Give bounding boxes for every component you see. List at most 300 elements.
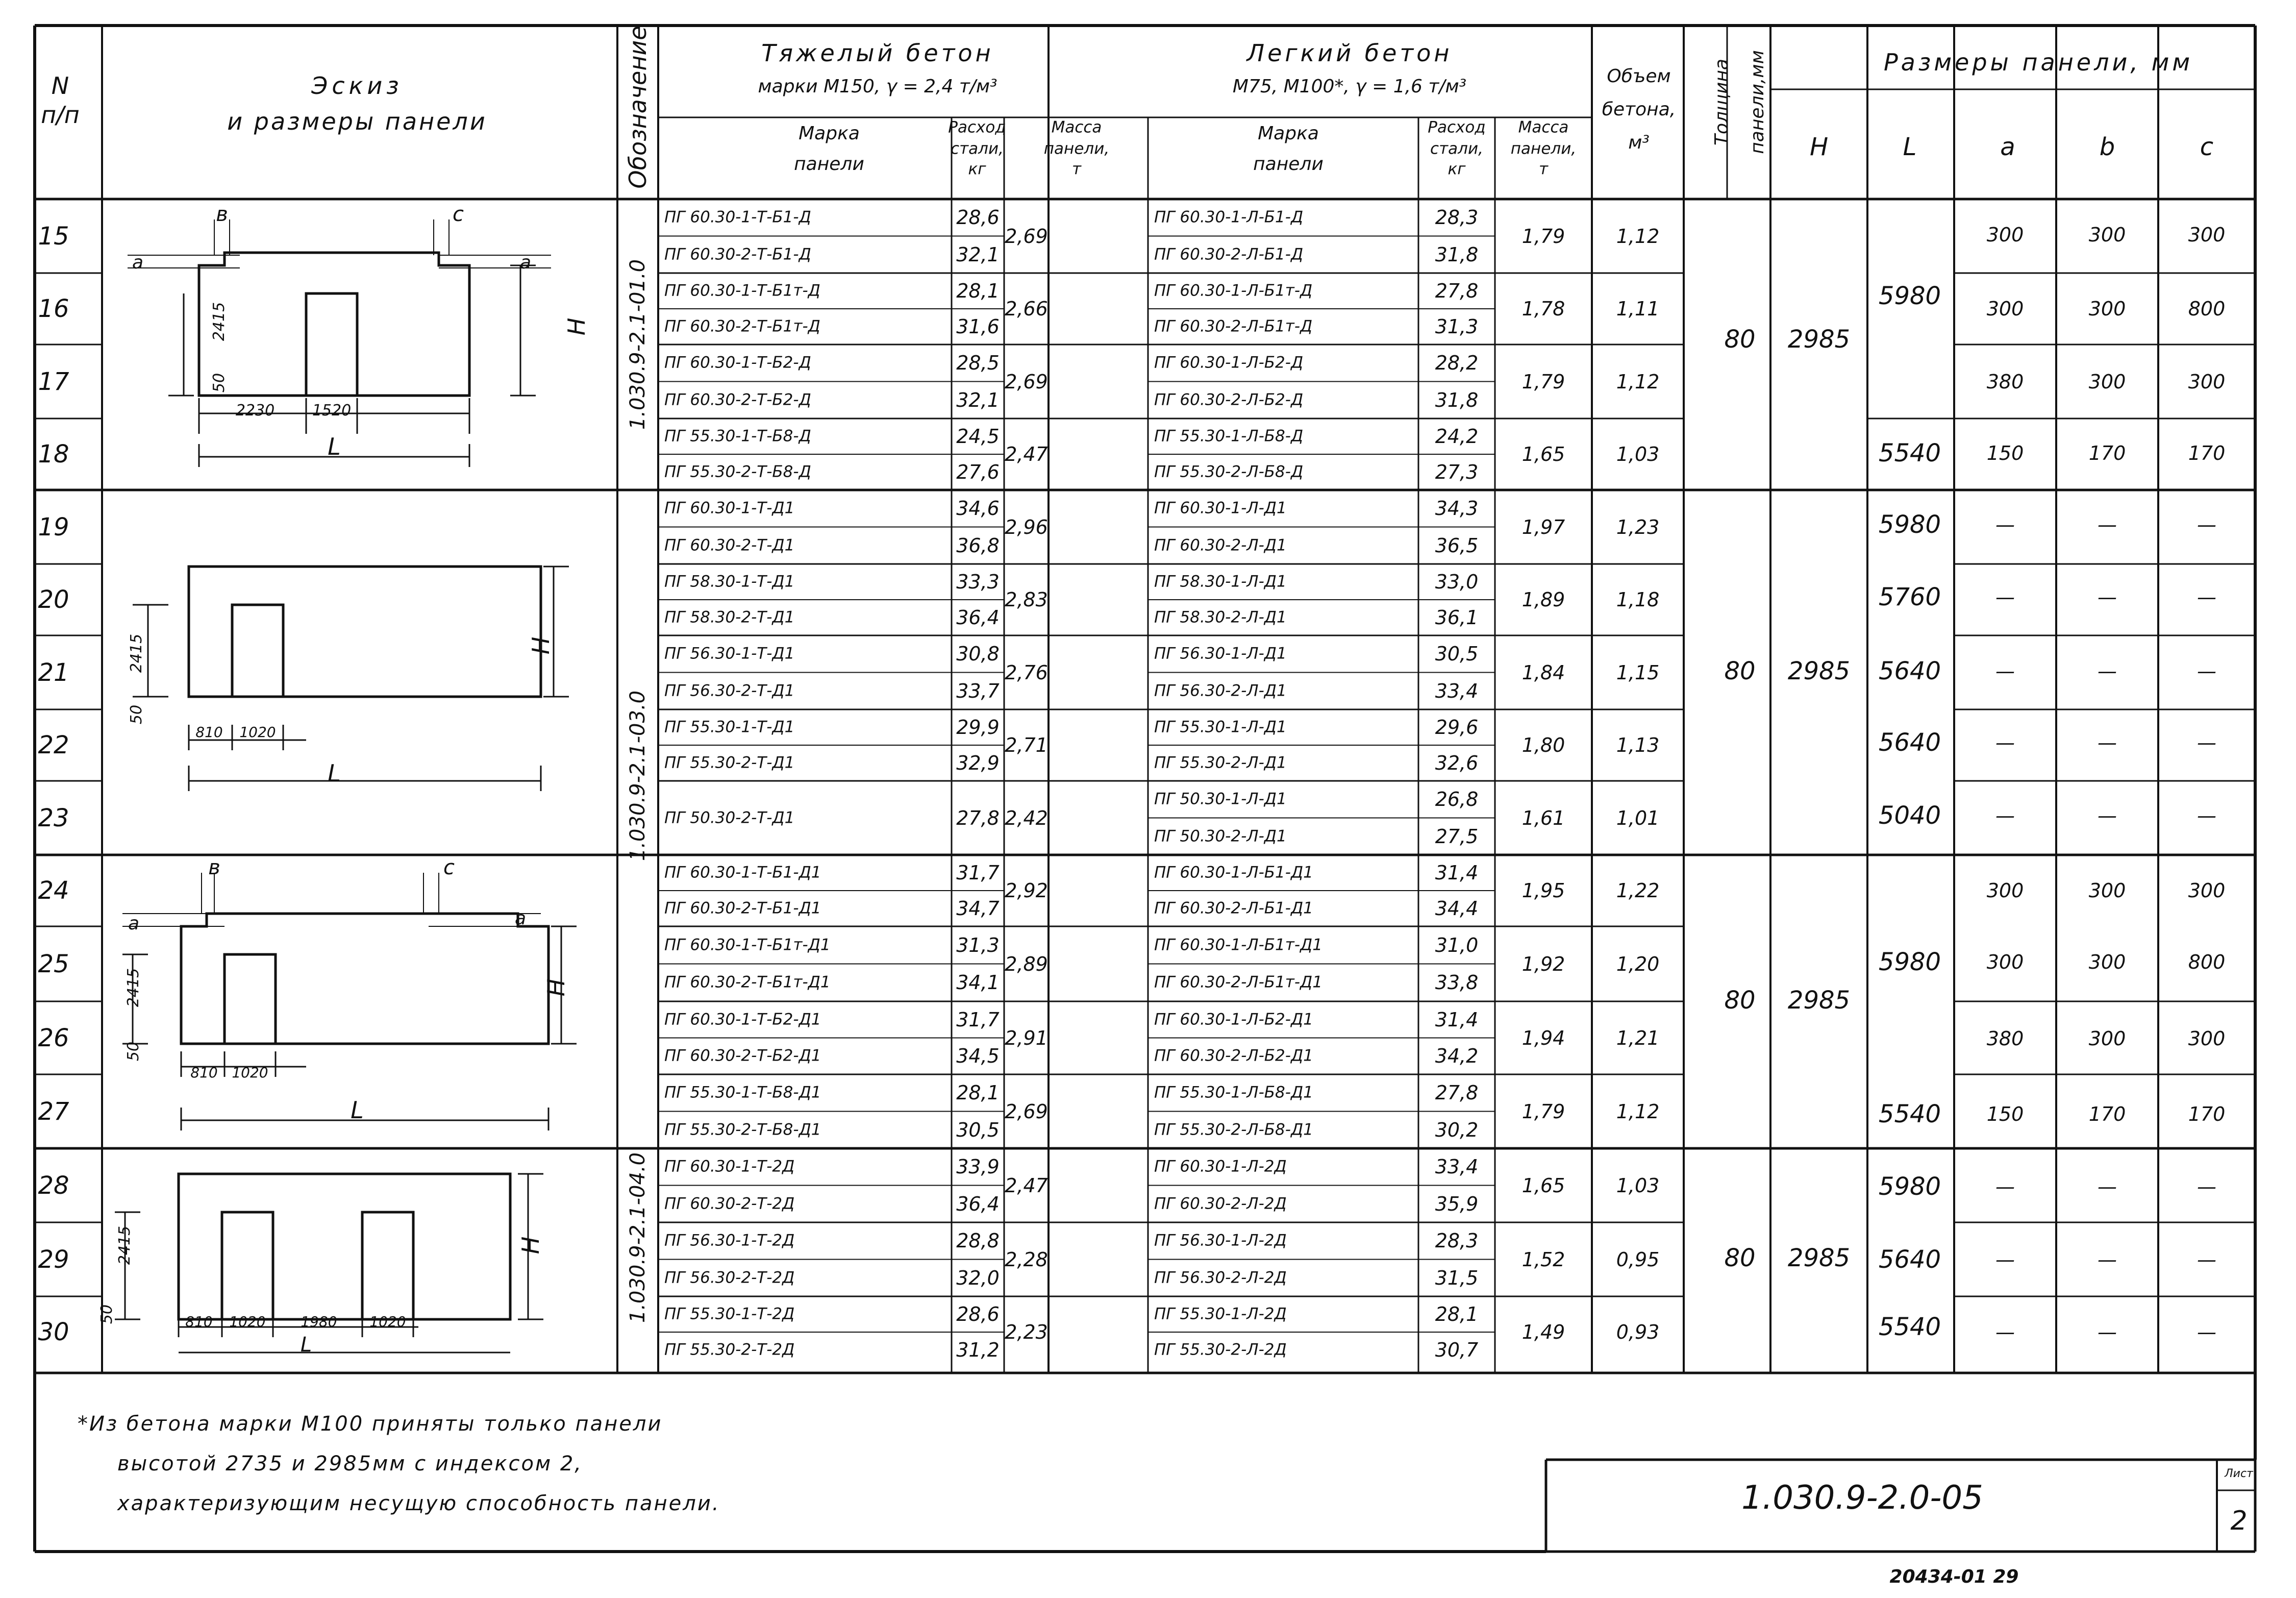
footnote-line-1: *Из бетона марки М100 приняты только панели (78, 1412, 663, 1436)
door-opening (222, 1212, 273, 1319)
dim-c-label: с (443, 856, 455, 879)
heavy-steel: 28,8 (956, 1230, 1000, 1252)
heavy-steel: 34,5 (956, 1045, 1000, 1068)
light-steel: 31,4 (1435, 862, 1479, 884)
heavy-steel: 29,9 (956, 716, 1000, 739)
dim-a: — (1995, 1248, 2015, 1271)
row-number: 26 (38, 1023, 69, 1052)
header-volume: Объем (1607, 66, 1671, 87)
designation-1: 1.030.9-2.1-01.0 (626, 259, 650, 430)
dim-b: — (2098, 1321, 2117, 1343)
heavy-mass: 2,92 (1005, 879, 1048, 902)
light-steel: 27,5 (1435, 825, 1479, 848)
header-heavy-mark: Марка (798, 123, 860, 144)
l-value: 5640 (1878, 1245, 1941, 1274)
light-mass: 1,79 (1521, 1100, 1565, 1123)
light-steel: 27,8 (1435, 1081, 1479, 1104)
light-mass: 1,95 (1521, 879, 1565, 902)
light-mark: ПГ 60.30-1-Л-Б2-Д1 (1154, 1010, 1313, 1029)
dim-c: 300 (2188, 879, 2226, 902)
dimension-line (128, 219, 240, 268)
light-steel: 29,6 (1435, 716, 1479, 739)
light-steel: 33,0 (1435, 571, 1479, 593)
dim-a: — (1995, 1175, 2015, 1198)
stamp-sheet-number: 2 (2230, 1506, 2248, 1536)
heavy-steel: 27,8 (956, 806, 1000, 829)
dim-c: 300 (2188, 224, 2226, 246)
dim-L-label: L (328, 433, 341, 460)
group3-H: 2985 (1787, 986, 1851, 1015)
light-mass: 1,97 (1521, 515, 1565, 538)
heavy-steel: 32,9 (956, 752, 1000, 774)
header-volume3: м³ (1628, 132, 1650, 153)
height-2415-label: 2415 (124, 968, 142, 1007)
light-mass: 1,89 (1521, 588, 1565, 611)
heavy-mass: 2,47 (1005, 1174, 1048, 1197)
heavy-steel: 32,1 (956, 243, 1000, 266)
light-steel: 36,5 (1435, 534, 1479, 557)
group4-thickness: 80 (1724, 1244, 1756, 1272)
heavy-mark: ПГ 60.30-2-Т-Б1-Д (664, 245, 811, 264)
heavy-mark: ПГ 60.30-1-Т-Б1-Д1 (664, 863, 821, 882)
height-2415-label: 2415 (128, 633, 145, 673)
dim-c: — (2197, 1321, 2216, 1343)
dim-b-label: в (208, 856, 220, 879)
light-mark: ПГ 60.30-1-Л-Б1т-Д (1154, 281, 1313, 300)
l-value: 5980 (1878, 510, 1941, 539)
header-np: п/п (41, 101, 80, 129)
row-number: 17 (38, 367, 69, 396)
heavy-mass: 2,47 (1005, 443, 1048, 465)
door-opening (232, 605, 283, 697)
dim-c: — (2197, 731, 2216, 754)
dim-810-label: 810 (190, 1064, 218, 1081)
header-heavy-title: Тяжелый бетон (761, 39, 994, 67)
dim-b-label: в (216, 203, 228, 226)
heavy-mass: 2,76 (1005, 661, 1048, 684)
dim-c: — (2197, 1248, 2216, 1271)
heavy-steel: 31,3 (956, 933, 1000, 956)
dim-b: — (2098, 1175, 2117, 1198)
heavy-mark: ПГ 60.30-1-Т-Д1 (664, 499, 795, 518)
light-steel: 30,7 (1435, 1339, 1479, 1361)
heavy-mark: ПГ 50.30-2-Т-Д1 (664, 808, 795, 827)
light-steel: 35,9 (1435, 1192, 1479, 1215)
concrete-volume: 0,93 (1616, 1321, 1660, 1343)
light-mark: ПГ 55.30-2-Л-Б8-Д (1154, 462, 1304, 481)
panel-outline (189, 567, 541, 697)
light-mark: ПГ 60.30-2-Л-Б2-Д (1154, 390, 1304, 409)
light-steel: 31,5 (1435, 1266, 1479, 1289)
dimension-line (181, 1108, 548, 1130)
door-opening (306, 293, 357, 396)
dim-50-label: 50 (124, 1041, 142, 1062)
dim-L-label: L (300, 1333, 312, 1357)
heavy-mark: ПГ 60.30-2-Т-Б1т-Д (664, 317, 820, 336)
light-steel: 27,8 (1435, 280, 1479, 302)
concrete-volume: 1,12 (1616, 225, 1660, 248)
light-steel: 28,3 (1435, 206, 1479, 229)
dim-1980-label: 1980 (301, 1313, 337, 1330)
row-number: 18 (38, 440, 69, 469)
light-mark: ПГ 56.30-2-Л-Д1 (1154, 681, 1287, 700)
concrete-volume: 1,23 (1616, 515, 1660, 538)
header-sketch: Эскиз (311, 72, 403, 100)
dim-b: 300 (2088, 371, 2126, 393)
heavy-steel: 34,6 (956, 497, 1000, 520)
light-mark: ПГ 55.30-1-Л-2Д (1154, 1305, 1287, 1323)
concrete-volume: 1,12 (1616, 1100, 1660, 1123)
heavy-steel: 36,4 (956, 606, 1000, 629)
group2-H: 2985 (1787, 657, 1851, 685)
dim-a: 380 (1986, 371, 2024, 393)
dim-H-label: H (563, 317, 590, 336)
dim-a: — (1995, 586, 2015, 608)
concrete-volume: 1,03 (1616, 1174, 1660, 1197)
light-steel: 31,8 (1435, 388, 1479, 411)
heavy-steel: 36,8 (956, 534, 1000, 557)
dim-b: 170 (2088, 1103, 2126, 1125)
l-value: 5980 (1878, 948, 1941, 976)
light-mark: ПГ 60.30-2-Л-Б2-Д1 (1154, 1046, 1313, 1065)
stamp-code: 1.030.9-2.0-05 (1741, 1479, 1983, 1517)
dim-b: 300 (2088, 951, 2126, 973)
dim-a-label: а (519, 252, 532, 273)
dim-2230-label: 2230 (235, 402, 275, 420)
heavy-steel: 30,5 (956, 1118, 1000, 1141)
light-steel: 34,3 (1435, 497, 1479, 520)
door-opening (362, 1212, 413, 1319)
heavy-steel: 31,2 (956, 1339, 1000, 1361)
group1-thickness: 80 (1724, 325, 1756, 354)
heavy-mass: 2,89 (1005, 952, 1048, 975)
light-steel: 34,2 (1435, 1045, 1479, 1068)
light-steel: 31,0 (1435, 933, 1479, 956)
dimension-line (168, 293, 194, 396)
panel-outline (199, 253, 469, 396)
light-steel: 33,4 (1435, 1156, 1479, 1178)
header-H: H (1809, 133, 1829, 161)
dimension-line (434, 219, 551, 268)
heavy-mark: ПГ 60.30-1-Т-2Д (664, 1157, 795, 1176)
light-mark: ПГ 56.30-2-Л-2Д (1154, 1268, 1287, 1287)
dim-b: 300 (2088, 224, 2126, 246)
light-steel: 34,4 (1435, 897, 1479, 920)
heavy-steel: 28,6 (956, 206, 1000, 229)
heavy-steel: 24,5 (956, 425, 1000, 448)
dim-1020-label: 1020 (239, 724, 276, 741)
dim-b: 300 (2088, 298, 2126, 320)
heavy-mass: 2,69 (1005, 1100, 1048, 1123)
dim-a: 300 (1986, 951, 2024, 973)
group2-thickness: 80 (1724, 657, 1756, 685)
l-value: 5540 (1878, 1100, 1941, 1128)
dim-a: 150 (1986, 1103, 2024, 1125)
dim-H-label: H (542, 978, 570, 997)
heavy-mass: 2,83 (1005, 588, 1048, 611)
dim-810-label: 810 (185, 1313, 213, 1330)
heavy-mark: ПГ 60.30-2-Т-Б2-Д1 (664, 1046, 821, 1065)
header-light-mass2: панели, (1510, 139, 1577, 158)
light-mark: ПГ 55.30-1-Л-Б8-Д1 (1154, 1083, 1313, 1102)
dim-b: — (2098, 804, 2117, 827)
light-steel: 28,2 (1435, 352, 1479, 375)
dim-H-label: H (527, 636, 555, 655)
dim-c: 170 (2188, 442, 2226, 464)
light-mass: 1,84 (1521, 661, 1565, 684)
header-heavy-mass: Масса (1051, 118, 1102, 137)
header-light-steel3: кг (1448, 160, 1466, 179)
light-mark: ПГ 56.30-1-Л-Д1 (1154, 644, 1287, 663)
row-number: 24 (38, 876, 69, 905)
footnote-line-3: характеризующим несущую способность панели. (117, 1492, 720, 1515)
header-sketch-sub: и размеры панели (227, 108, 487, 135)
heavy-mark: ПГ 60.30-1-Т-Б1т-Д1 (664, 936, 831, 954)
dim-1020-label: 1020 (232, 1064, 268, 1081)
concrete-volume: 1,03 (1616, 443, 1660, 465)
dim-L-label: L (351, 1096, 364, 1124)
header-L: L (1903, 133, 1917, 161)
header-heavy-mass3: т (1071, 160, 1082, 179)
light-mark: ПГ 60.30-2-Л-2Д (1154, 1194, 1287, 1213)
designation-2: 1.030.9-2.1-03.0 (626, 690, 650, 862)
height-2415-label: 2415 (210, 302, 228, 341)
heavy-steel: 34,7 (956, 897, 1000, 920)
heavy-mark: ПГ 55.30-1-Т-2Д (664, 1305, 795, 1323)
dim-50-label: 50 (98, 1304, 116, 1324)
panel-outline (179, 1174, 510, 1319)
light-mark: ПГ 55.30-1-Л-Д1 (1154, 718, 1287, 736)
header-volume2: бетона, (1602, 99, 1676, 120)
concrete-volume: 1,22 (1616, 879, 1660, 902)
header-light-mass3: т (1538, 160, 1549, 179)
light-mark: ПГ 60.30-1-Л-Б1т-Д1 (1154, 936, 1322, 954)
dim-1020-label: 1020 (229, 1313, 266, 1330)
heavy-mark: ПГ 60.30-1-Т-Б1-Д (664, 208, 811, 227)
header-n: N (51, 72, 69, 100)
heavy-mark: ПГ 55.30-2-Т-Б8-Д (664, 462, 811, 481)
dim-b: 300 (2088, 1027, 2126, 1050)
dim-c: — (2197, 660, 2216, 682)
header-c: c (2200, 133, 2214, 161)
light-mark: ПГ 60.30-2-Л-Б1т-Д (1154, 317, 1313, 336)
dim-50-label: 50 (128, 704, 145, 725)
light-mark: ПГ 60.30-2-Л-Б1-Д (1154, 245, 1304, 264)
heavy-mark: ПГ 60.30-1-Т-Б2-Д (664, 353, 811, 372)
l-value: 5640 (1878, 657, 1941, 685)
dim-b: 300 (2088, 879, 2126, 902)
row-number: 28 (38, 1171, 69, 1200)
light-mass: 1,79 (1521, 370, 1565, 393)
row-number: 21 (38, 658, 69, 687)
light-mass: 1,78 (1521, 298, 1565, 320)
light-steel: 30,5 (1435, 643, 1479, 666)
light-steel: 32,6 (1435, 752, 1479, 774)
heavy-mass: 2,69 (1005, 225, 1048, 248)
row-number: 16 (38, 294, 69, 323)
light-mark: ПГ 60.30-2-Л-Д1 (1154, 536, 1287, 555)
row-number: 25 (38, 949, 69, 978)
light-mark: ПГ 60.30-1-Л-Д1 (1154, 499, 1287, 518)
header-heavy-steel2: стали, (951, 139, 1004, 158)
dim-c: 170 (2188, 1103, 2226, 1125)
light-mark: ПГ 55.30-2-Л-2Д (1154, 1340, 1287, 1359)
dim-a: 300 (1986, 298, 2024, 320)
heavy-mark: ПГ 56.30-1-Т-Д1 (664, 644, 795, 663)
height-2415-label: 2415 (116, 1225, 134, 1265)
light-mass: 1,61 (1521, 806, 1565, 829)
header-light-mark: Марка (1258, 123, 1319, 144)
dim-a: 150 (1986, 442, 2024, 464)
light-mark: ПГ 55.30-2-Л-Б8-Д1 (1154, 1120, 1313, 1139)
dim-a: — (1995, 513, 2015, 536)
row-number: 23 (38, 803, 69, 832)
dim-c: 300 (2188, 1027, 2226, 1050)
heavy-mass: 2,91 (1005, 1026, 1048, 1049)
heavy-steel: 28,6 (956, 1303, 1000, 1325)
heavy-mass: 2,71 (1005, 734, 1048, 756)
heavy-steel: 33,3 (956, 571, 1000, 593)
heavy-mass: 2,42 (1005, 806, 1048, 829)
stamp-sheet-label: Лист (2225, 1467, 2253, 1480)
dim-c: — (2197, 513, 2216, 536)
dim-a-label: а (514, 908, 527, 929)
heavy-steel: 34,1 (956, 971, 1000, 994)
light-mark: ПГ 50.30-1-Л-Д1 (1154, 790, 1287, 808)
header-light-mass: Масса (1518, 118, 1569, 137)
dim-1020-label: 1020 (369, 1313, 406, 1330)
l-value: 5540 (1878, 439, 1941, 468)
light-steel: 36,1 (1435, 606, 1479, 629)
light-mass: 1,65 (1521, 1174, 1565, 1197)
heavy-steel: 27,6 (956, 461, 1000, 483)
concrete-volume: 0,95 (1616, 1248, 1660, 1271)
designation-3: 1.030.9-2.1-04.0 (626, 1152, 650, 1323)
light-steel: 31,4 (1435, 1008, 1479, 1031)
header-light-sub: М75, М100*, γ = 1,6 т/м³ (1232, 76, 1467, 97)
light-mark: ПГ 56.30-1-Л-2Д (1154, 1231, 1287, 1250)
light-steel: 33,4 (1435, 679, 1479, 702)
heavy-steel: 28,5 (956, 352, 1000, 375)
footnote-line-2: высотой 2735 и 2985мм с индексом 2, (117, 1452, 583, 1476)
concrete-volume: 1,13 (1616, 734, 1660, 756)
dim-b: — (2098, 660, 2117, 682)
dim-a-label: а (128, 913, 140, 934)
concrete-volume: 1,18 (1616, 588, 1660, 611)
concrete-volume: 1,21 (1616, 1026, 1660, 1049)
header-light-mark2: панели (1253, 154, 1324, 175)
dim-c: — (2197, 804, 2216, 827)
light-mark: ПГ 60.30-2-Л-Б1-Д1 (1154, 899, 1313, 918)
heavy-mark: ПГ 55.30-1-Т-Б8-Д1 (664, 1083, 821, 1102)
dim-810-label: 810 (195, 724, 223, 741)
row-number: 22 (38, 731, 69, 759)
row-number: 19 (38, 512, 69, 542)
l-value: 5760 (1878, 583, 1941, 611)
light-mass: 1,92 (1521, 952, 1565, 975)
dim-b: 170 (2088, 442, 2126, 464)
heavy-steel: 31,6 (956, 315, 1000, 338)
door-opening (224, 954, 276, 1044)
height-dimension (510, 265, 536, 396)
dim-a: — (1995, 660, 2015, 682)
dim-H-label: H (517, 1236, 544, 1255)
light-steel: 33,8 (1435, 971, 1479, 994)
group4-H: 2985 (1787, 1244, 1851, 1272)
light-mass: 1,65 (1521, 443, 1565, 465)
dim-c: — (2197, 586, 2216, 608)
heavy-mass: 2,69 (1005, 370, 1048, 393)
l-value: 5640 (1878, 728, 1941, 757)
row-number: 20 (38, 585, 69, 614)
light-mark: ПГ 60.30-1-Л-Б2-Д (1154, 353, 1304, 372)
heavy-mark: ПГ 55.30-2-Т-Б8-Д1 (664, 1120, 821, 1139)
heavy-steel: 32,1 (956, 388, 1000, 411)
light-mass: 1,80 (1521, 734, 1565, 756)
dim-b: — (2098, 1248, 2117, 1271)
light-steel: 28,3 (1435, 1230, 1479, 1252)
row-number: 27 (38, 1097, 69, 1126)
heavy-mass: 2,23 (1005, 1321, 1048, 1343)
heavy-mark: ПГ 55.30-1-Т-Д1 (664, 718, 795, 736)
dim-1520-label: 1520 (312, 402, 352, 420)
concrete-volume: 1,15 (1616, 661, 1660, 684)
heavy-mark: ПГ 60.30-1-Т-Б1т-Д (664, 281, 820, 300)
group3-thickness: 80 (1724, 986, 1756, 1015)
dim-a: 380 (1986, 1027, 2024, 1050)
heavy-steel: 33,9 (956, 1156, 1000, 1178)
height-dimension (543, 567, 569, 697)
heavy-mark: ПГ 60.30-2-Т-Д1 (664, 536, 795, 555)
header-designation: Обозначение (624, 26, 652, 189)
l-value: 5980 (1878, 1172, 1941, 1201)
heavy-mark: ПГ 55.30-2-Т-Д1 (664, 753, 795, 772)
dim-c: 300 (2188, 371, 2226, 393)
heavy-steel: 32,0 (956, 1266, 1000, 1289)
light-steel: 28,1 (1435, 1303, 1479, 1325)
dim-a: — (1995, 731, 2015, 754)
light-mass: 1,49 (1521, 1321, 1565, 1343)
dim-a: 300 (1986, 224, 2024, 246)
heavy-mark: ПГ 60.30-1-Т-Б2-Д1 (664, 1010, 821, 1029)
heavy-mark: ПГ 55.30-1-Т-Б8-Д (664, 427, 811, 446)
light-mark: ПГ 60.30-1-Л-Б1-Д (1154, 208, 1304, 227)
dim-c: — (2197, 1175, 2216, 1198)
group1-H: 2985 (1787, 325, 1851, 354)
l-value: 5040 (1878, 801, 1941, 830)
heavy-mark: ПГ 58.30-2-Т-Д1 (664, 608, 795, 627)
heavy-steel: 28,1 (956, 1081, 1000, 1104)
concrete-volume: 1,12 (1616, 370, 1660, 393)
light-mark: ПГ 60.30-2-Л-Б1т-Д1 (1154, 973, 1322, 992)
heavy-mark: ПГ 56.30-2-Т-Д1 (664, 681, 795, 700)
header-b: b (2099, 133, 2115, 161)
light-mark: ПГ 60.30-1-Л-2Д (1154, 1157, 1287, 1176)
header-a: a (2000, 133, 2015, 161)
light-mark: ПГ 58.30-2-Л-Д1 (1154, 608, 1287, 627)
header-heavy-steel: Расход (948, 118, 1006, 137)
light-mark: ПГ 60.30-1-Л-Б1-Д1 (1154, 863, 1313, 882)
heavy-mark: ПГ 60.30-2-Т-Б1-Д1 (664, 899, 821, 918)
light-steel: 31,3 (1435, 315, 1479, 338)
heavy-steel: 31,7 (956, 862, 1000, 884)
heavy-mark: ПГ 58.30-1-Т-Д1 (664, 572, 795, 591)
dim-a-label: а (132, 252, 144, 273)
light-mark: ПГ 50.30-2-Л-Д1 (1154, 827, 1287, 846)
dim-c: 800 (2188, 298, 2226, 320)
heavy-mark: ПГ 60.30-2-Т-Б2-Д (664, 390, 811, 409)
dim-c: 800 (2188, 951, 2226, 973)
